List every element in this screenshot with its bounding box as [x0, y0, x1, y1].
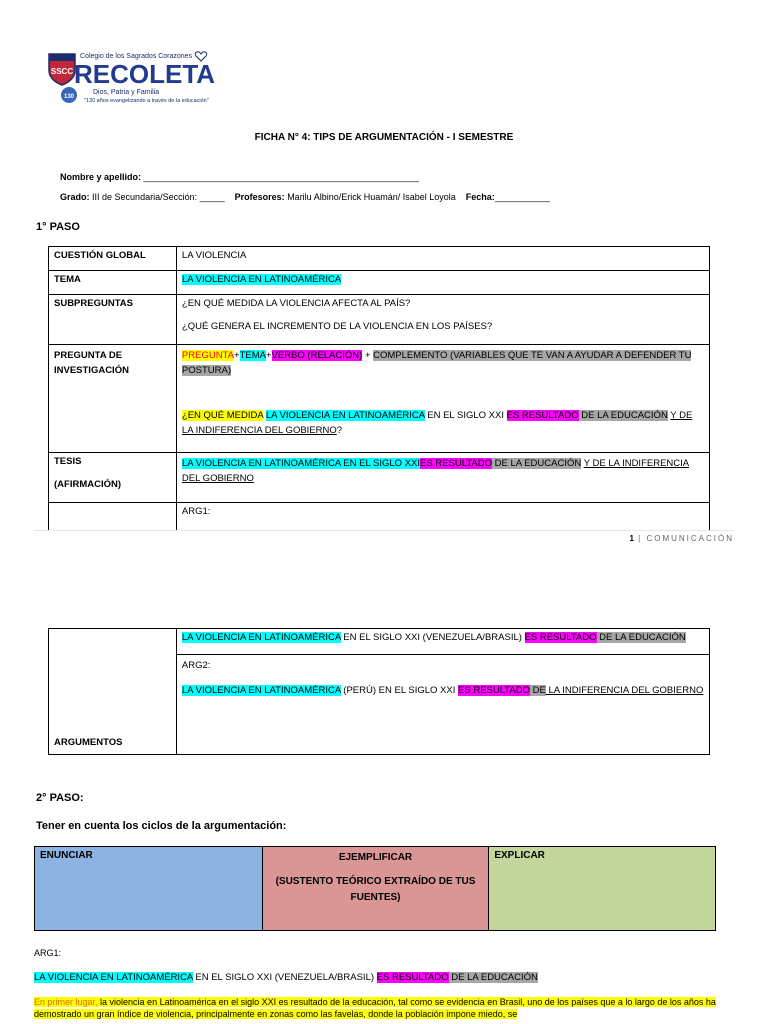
subpregunta-1: ¿EN QUÉ MEDIDA LA VIOLENCIA AFECTA AL PAÍS?	[181, 298, 411, 309]
crest-lettering: SSCC	[50, 67, 74, 76]
tema-value: LA VIOLENCIA EN LATINOAMÉRICA	[181, 274, 342, 285]
empty-cell	[49, 503, 177, 531]
tesis-tema: LA VIOLENCIA EN LATINOAMÉRICA EN EL SIGLO XXI	[181, 458, 421, 469]
footer-page-number: 1	[629, 534, 634, 543]
formula-plus: +	[362, 350, 374, 361]
cycle-explicar: EXPLICAR	[489, 847, 716, 931]
badge-lettering: 130	[63, 94, 75, 100]
page-footer	[629, 534, 734, 543]
p2-arg2-verbo: ES RESULTADO	[458, 685, 530, 696]
p2-arg1-mid: EN EL SIGLO XXI (VENEZUELA/BRASIL)	[340, 632, 525, 643]
subpreguntas-label: SUBPREGUNTAS	[49, 295, 177, 345]
date-label: Fecha:	[465, 192, 495, 202]
formula-complemento: COMPLEMENTO (VARIABLES QUE TE VAN A AYUDAR A DEFENDER TU POSTURA)	[181, 350, 692, 376]
step2-arg1-line	[34, 972, 734, 984]
logo-wordmark: RECOLETA	[74, 59, 216, 89]
step2-intro: Tener en cuenta los ciclos de la argumentación:	[36, 820, 287, 832]
table-row	[35, 847, 716, 931]
argumentos-label: ARGUMENTOS	[49, 629, 177, 755]
step1-heading: 1° PASO	[36, 221, 80, 233]
q-verbo: ES RESULTADO	[506, 410, 579, 421]
q-complemento-a: DE LA EDUCACIÓN	[578, 410, 668, 421]
formula-pregunta: PREGUNTA	[181, 350, 234, 361]
formula-tema: TEMA	[239, 350, 266, 361]
pregunta-formula	[182, 348, 704, 378]
cuestion-value: LA VIOLENCIA	[176, 247, 709, 271]
table-row	[49, 503, 710, 531]
s2-arg1-tema: LA VIOLENCIA EN LATINOAMÉRICA	[34, 972, 193, 983]
pregunta-investigacion	[182, 408, 704, 438]
p2-arg2-de: DE	[530, 685, 546, 696]
name-label: Nombre y apellido:	[60, 172, 142, 182]
p2-arg1-tema: LA VIOLENCIA EN LATINOAMÉRICA	[181, 632, 341, 643]
name-blank: _______________________________________________________	[143, 172, 419, 182]
step1-table	[48, 246, 710, 530]
cycle-ejemplificar-sub: (SUSTENTO TEÓRICO EXTRAÍDO DE TUS FUENTES)	[275, 876, 476, 903]
logo-motto: Dios, Patria y Familia	[93, 89, 160, 96]
grade-line	[60, 192, 550, 202]
q-complemento-b: Y DE LA INDIFERENCIA DEL GOBIERNO	[181, 410, 693, 436]
table-row	[49, 629, 710, 655]
p2-arg2-tema: LA VIOLENCIA EN LATINOAMÉRICA	[181, 685, 341, 696]
step1-table-continued	[48, 628, 710, 755]
footer-section: COMUNICACIÓN	[646, 534, 734, 543]
cycle-ejemplificar	[262, 847, 489, 931]
table-row	[49, 345, 710, 453]
name-line	[60, 172, 419, 182]
table-row	[49, 247, 710, 271]
step1-table-clip	[48, 246, 710, 530]
formula-verbo: VERBO (RELACIÓN)	[271, 350, 363, 361]
formula-plus: +	[234, 350, 240, 361]
date-blank: ___________	[494, 192, 550, 202]
table-row	[49, 453, 710, 503]
s2-arg1-comp: DE LA EDUCACIÓN	[448, 972, 538, 983]
q-tema: LA VIOLENCIA EN LATINOAMÉRICA	[265, 410, 425, 421]
cycle-enunciar: ENUNCIAR	[35, 847, 263, 931]
s2-arg1-verbo: ES RESULTADO	[376, 972, 449, 983]
q-en-que-medida: ¿EN QUÉ MEDIDA	[181, 410, 264, 421]
teachers-label: Profesores:	[234, 192, 285, 202]
q-end: ?	[336, 425, 343, 436]
page-divider	[34, 530, 734, 531]
cycle-ejemplificar-title: EJEMPLIFICAR	[338, 852, 413, 863]
logo-school-name: Colegio de los Sagrados Corazones	[80, 53, 193, 60]
tesis-sub-label: (AFIRMACIÓN)	[54, 479, 122, 490]
step2-paragraph	[34, 996, 734, 1020]
table-row	[49, 271, 710, 295]
argument-cycle-table	[34, 846, 716, 931]
tema-label: TEMA	[49, 271, 177, 295]
pregunta-label-1: PREGUNTA DE	[54, 350, 123, 361]
step2-arg1-label: ARG1:	[34, 948, 62, 958]
page-title: FICHA N° 4: TIPS DE ARGUMENTACIÓN - I SEMESTRE	[254, 132, 514, 143]
grade-value: III de Secundaria/Sección: _____	[92, 192, 225, 202]
arg1-label-top: ARG1:	[176, 503, 709, 531]
tesis-complemento-a: DE LA EDUCACIÓN	[492, 458, 582, 469]
p2-arg1-verbo: ES RESULTADO	[524, 632, 597, 643]
p2-arg2-mid: (PERÚ) EN EL SIGLO XXI	[340, 685, 459, 696]
footer-separator: |	[633, 534, 647, 543]
tesis-label: TESIS	[54, 456, 82, 467]
tesis-verbo: ES RESULTADO	[420, 458, 492, 469]
pregunta-label-2: INVESTIGACIÓN	[54, 365, 129, 376]
table-row	[49, 295, 710, 345]
p2-arg1-comp: DE LA EDUCACIÓN	[596, 632, 686, 643]
q-siglo: EN EL SIGLO XXI	[424, 410, 507, 421]
step2-heading: 2° PASO:	[36, 792, 84, 804]
para-connector: En primer lugar,	[34, 997, 98, 1007]
p2-arg2-label: ARG2:	[181, 660, 211, 671]
para-text: la violencia en Latinoamérica en el siglo XXI es resultado de la educación, tal como se evidencia en Brasil, uno de los países que a lo largo de los años ha demostrado un gran índice de violencia, principalmente en zonas como las favelas, donde la población impone miedo, se	[34, 997, 716, 1019]
school-crest-logo	[47, 52, 77, 86]
logo-tagline: "130 años evangelizando a través de la educación"	[84, 98, 209, 104]
p2-arg2-comp: LA INDIFERENCIA DEL GOBIERNO	[545, 685, 704, 696]
grade-label: Grado:	[60, 192, 90, 202]
subpregunta-2: ¿QUÉ GENERA EL INCREMENTO DE LA VIOLENCIA EN LOS PAÍSES?	[181, 321, 493, 332]
formula-plus: +	[265, 350, 272, 361]
s2-arg1-mid: EN EL SIGLO XXI (VENEZUELA/BRASIL)	[192, 972, 377, 983]
cuestion-label: CUESTIÓN GLOBAL	[49, 247, 177, 271]
tesis-complemento-b: Y DE LA INDIFERENCIA DEL GOBIERNO	[181, 458, 690, 484]
teachers-value: Marilu Albino/Erick Huamán/ Isabel Loyola	[287, 192, 456, 202]
